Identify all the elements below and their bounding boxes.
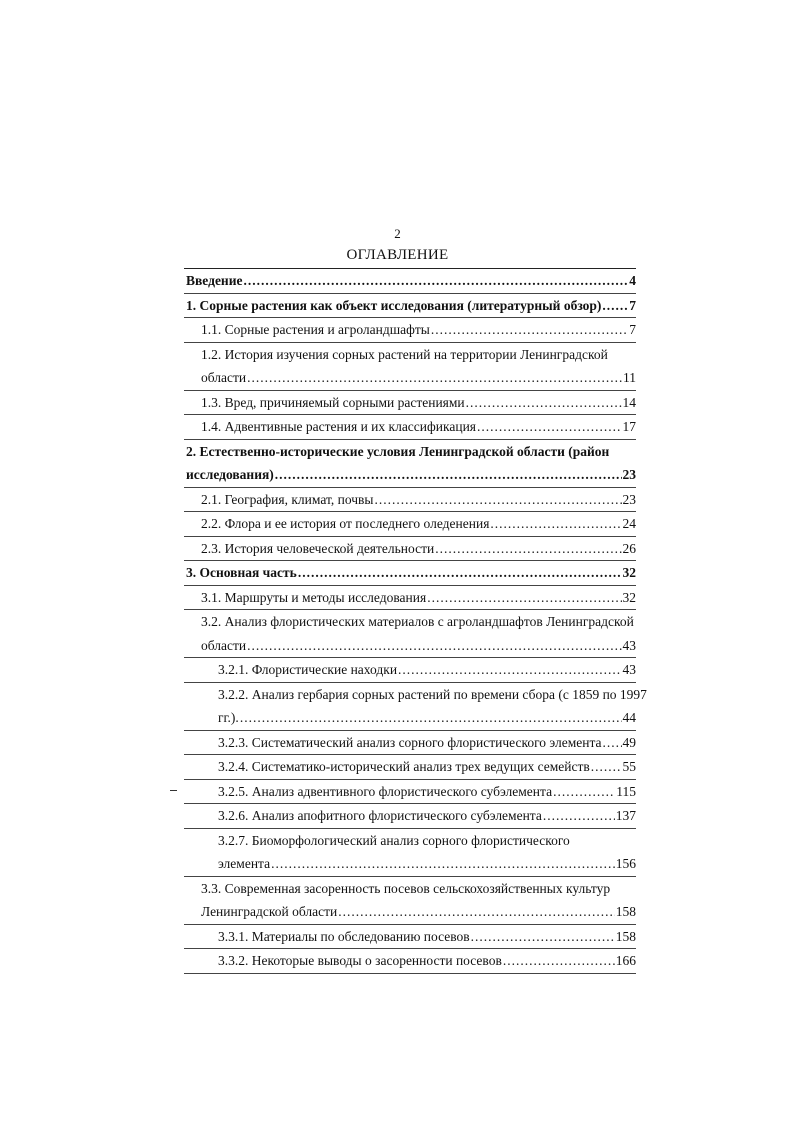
toc-entry: [184, 391, 636, 416]
toc-entry-line: [201, 318, 636, 342]
toc-entry-text: 3.2. Анализ флористических материалов с агроландшафтов Ленинградской: [201, 614, 634, 629]
toc-entry-line: [201, 537, 636, 561]
toc-leader-dots: [603, 731, 622, 755]
toc-leader-dots: [398, 658, 621, 682]
toc-entry-text: 3. Основная часть: [186, 565, 297, 580]
toc-entry-line: [218, 731, 636, 755]
toc-entry-line: [218, 658, 636, 682]
toc-entry: [184, 343, 636, 391]
toc-page-number: 32: [622, 565, 636, 580]
toc-entry: [184, 537, 636, 562]
toc-leader-dots: [247, 634, 621, 658]
toc-entry: [184, 780, 636, 805]
toc-page-number: 32: [622, 589, 636, 605]
toc-entry: [184, 877, 636, 925]
toc-page-number: 166: [615, 953, 636, 968]
toc-entry: [184, 440, 636, 488]
toc-entry-text: 2.2. Флора и ее история от последнего оледенения: [201, 516, 490, 531]
toc-leader-dots: [435, 537, 621, 561]
toc-entry-text: 2.1. География, климат, почвы: [201, 491, 374, 507]
toc-entry-line: [201, 343, 636, 367]
toc-entry: [184, 829, 636, 877]
toc-page-number: 23: [622, 467, 636, 482]
toc-entry-line: [201, 586, 636, 610]
toc-page-number: 49: [622, 734, 636, 750]
toc-entry-text: 3.2.5. Анализ адвентивного флористического субэлемента: [218, 783, 553, 799]
toc-leader-dots: [466, 391, 622, 415]
toc-entry: [184, 512, 636, 537]
toc-entry: [184, 269, 636, 294]
toc-entry-text: 3.2.3. Систематический анализ сорного флористического элемента: [218, 734, 602, 750]
toc-page-number: 115: [616, 783, 636, 799]
toc-leader-dots: [471, 925, 615, 949]
toc-leader-dots: [271, 852, 615, 876]
margin-mark: [170, 790, 177, 791]
toc-page-number: 158: [615, 928, 636, 944]
toc-leader-dots: [298, 561, 622, 585]
toc-entry: [184, 586, 636, 611]
toc-entry-line: [201, 512, 636, 536]
toc-page-number: 23: [622, 491, 636, 507]
toc-entry: [184, 415, 636, 440]
toc-entry-line: [218, 804, 636, 828]
toc-entry: [184, 610, 636, 658]
toc-entry-text: области: [201, 637, 247, 653]
toc-leader-dots: [553, 780, 615, 804]
toc-page-number: 14: [622, 394, 636, 410]
toc-entry-line: [218, 829, 636, 853]
toc-entry-line: [186, 294, 636, 318]
toc-entry-text: 3.3.2. Некоторые выводы о засоренности посевов: [218, 953, 502, 968]
toc-leader-dots: [338, 900, 615, 924]
toc-entry-text: 2.3. История человеческой деятельности: [201, 540, 435, 556]
toc-entry-line: [201, 877, 636, 901]
toc-page-number: 24: [622, 516, 636, 531]
toc-page-number: 7: [629, 297, 636, 313]
toc-leader-dots: [431, 318, 628, 342]
toc-page-number: 7: [629, 322, 636, 337]
toc-leader-dots: [427, 586, 621, 610]
toc-page-number: 4: [629, 273, 636, 288]
toc-leader-dots: [247, 366, 622, 390]
toc-page-number: 43: [622, 637, 636, 653]
toc-leader-dots: [374, 488, 621, 512]
toc-entry: [184, 294, 636, 319]
toc-entry-text: 3.3. Современная засоренность посевов сельскохозяйственных культур: [201, 880, 611, 896]
toc-entry-text: гг.).: [218, 710, 239, 725]
toc-entry: [184, 683, 647, 731]
toc-entry-text: 3.2.4. Систематико-исторический анализ трех ведущих семейств: [218, 759, 590, 774]
table-of-contents: [184, 268, 647, 974]
toc-leader-dots: [543, 804, 615, 828]
toc-entry-line: [218, 780, 636, 804]
toc-entry-line: [201, 900, 636, 924]
toc-entry: [184, 755, 636, 780]
toc-page-number: 17: [622, 419, 636, 434]
toc-entry-line: [201, 488, 636, 512]
toc-entry-text: 1.2. История изучения сорных растений на территории Ленинградской: [201, 346, 608, 362]
toc-page-number: 156: [615, 856, 636, 871]
toc-entry-line: [186, 463, 636, 487]
toc-page-number: 11: [623, 370, 636, 385]
toc-entry-text: 1.3. Вред, причиняемый сорными растениями: [201, 394, 465, 410]
toc-page-number: 26: [622, 540, 636, 556]
toc-entry: [184, 804, 636, 829]
toc-entry-text: элемента: [218, 856, 271, 871]
toc-leader-dots: [602, 294, 628, 318]
toc-entry-line: [218, 925, 636, 949]
toc-page-number: 44: [622, 710, 636, 725]
toc-entry-line: [201, 634, 636, 658]
toc-leader-dots: [591, 755, 622, 779]
toc-entry: [184, 925, 636, 950]
toc-entry-text: Введение: [186, 273, 243, 288]
toc-entry: [184, 949, 636, 974]
toc-leader-dots: [490, 512, 621, 536]
toc-entry-line: [201, 610, 636, 634]
toc-entry-line: [201, 415, 636, 439]
toc-entry-text: 3.2.6. Анализ апофитного флористического субэлемента: [218, 808, 542, 823]
toc-entry-line: [218, 706, 636, 730]
page-title: ОГЛАВЛЕНИЕ: [346, 247, 449, 263]
toc-entry-text: 3.2.2. Анализ гербария сорных растений по времени сбора (с 1859 по 1997: [218, 686, 647, 702]
toc-page-number: 55: [622, 759, 636, 774]
toc-entry: [184, 561, 636, 586]
toc-entry-text: исследования): [186, 467, 274, 482]
toc-entry-text: 3.2.7. Биоморфологический анализ сорного флористического: [218, 832, 570, 848]
toc-entry-line: [218, 683, 647, 707]
toc-entry-text: 1.4. Адвентивные растения и их классификация: [201, 419, 476, 434]
toc-page-number: 43: [622, 662, 636, 677]
toc-leader-dots: [243, 269, 628, 293]
toc-entry-line: [201, 391, 636, 415]
toc-page-number: 158: [615, 904, 636, 919]
toc-entry-text: Ленинградской области: [201, 904, 338, 919]
toc-entry: [184, 658, 636, 683]
toc-entry-text: 3.1. Маршруты и методы исследования: [201, 589, 427, 605]
toc-entry-line: [186, 269, 636, 293]
toc-entry: [184, 731, 636, 756]
toc-entry-line: [218, 852, 636, 876]
toc-entry-text: 1.1. Сорные растения и агроландшафты: [201, 322, 430, 337]
toc-entry-line: [186, 561, 636, 585]
page-number: 2: [394, 226, 401, 241]
toc-entry-text: 1. Сорные растения как объект исследования (литературный обзор): [186, 297, 602, 313]
toc-entry-line: [218, 755, 636, 779]
toc-entry-text: области: [201, 370, 247, 385]
toc-leader-dots: [503, 949, 615, 973]
toc-entry-text: 2. Естественно-исторические условия Ленинградской области (район: [186, 443, 610, 459]
toc-page-number: 137: [615, 808, 636, 823]
toc-leader-dots: [275, 463, 622, 487]
toc-leader-dots: [240, 706, 622, 730]
toc-entry: [184, 488, 636, 513]
toc-entry-line: [186, 440, 636, 464]
toc-entry-line: [218, 949, 636, 973]
toc-leader-dots: [477, 415, 622, 439]
toc-entry-text: 3.3.1. Материалы по обследованию посевов: [218, 928, 470, 944]
toc-entry-line: [201, 366, 636, 390]
toc-entry-text: 3.2.1. Флористические находки: [218, 662, 398, 677]
toc-entry: [184, 318, 636, 343]
